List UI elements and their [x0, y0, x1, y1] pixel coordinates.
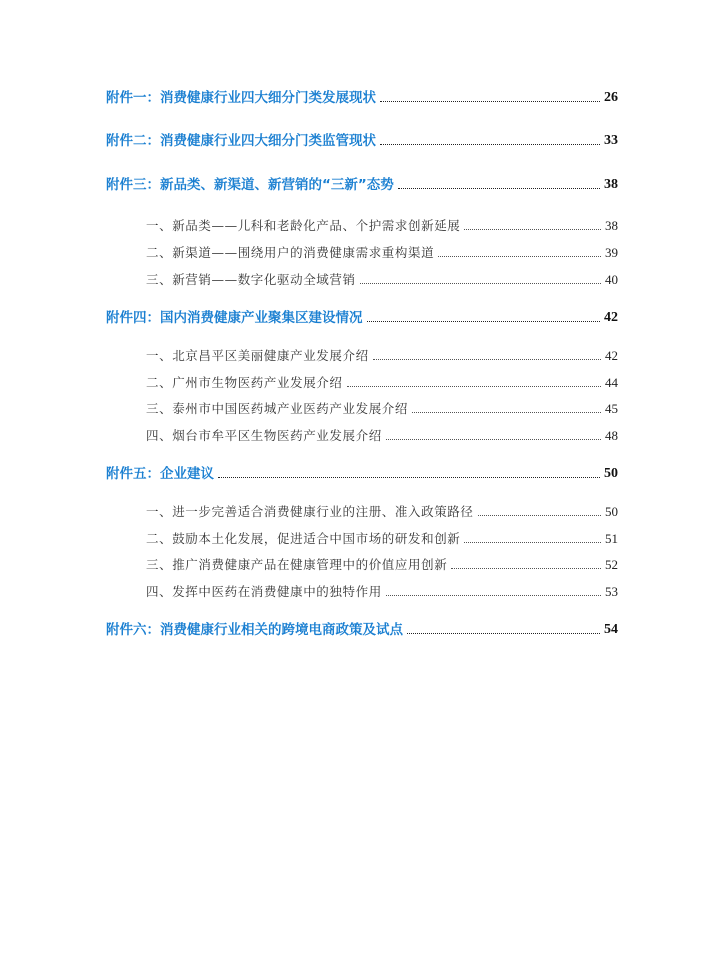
toc-entry-appendix-6[interactable]: [106, 620, 618, 638]
toc-entry-appendix-3[interactable]: [106, 175, 618, 193]
dot-leader: [218, 476, 600, 478]
appendix-title: 国内消费健康产业聚集区建设情况: [160, 310, 363, 326]
dot-leader: [438, 255, 601, 257]
toc-subentry[interactable]: [146, 270, 618, 288]
dot-leader: [360, 282, 601, 284]
page-number: 33: [604, 133, 618, 148]
page-number: 26: [604, 90, 618, 105]
dot-leader: [407, 632, 600, 634]
toc-subentry-label: 四、发挥中医药在消费健康中的独特作用: [146, 584, 382, 599]
appendix-number: 附件二：: [106, 133, 160, 149]
page-number: 44: [605, 375, 618, 390]
toc-entry-appendix-5[interactable]: [106, 464, 618, 482]
appendix-title: 消费健康行业相关的跨境电商政策及试点: [160, 622, 403, 638]
toc-entry-label: [106, 462, 214, 482]
toc-subentry[interactable]: [146, 399, 618, 417]
dot-leader: [347, 385, 601, 387]
appendix-number: 附件四：: [106, 310, 160, 326]
toc-subentry[interactable]: [146, 346, 618, 364]
dot-leader: [367, 320, 601, 322]
toc-subentry[interactable]: [146, 373, 618, 391]
page-number: 54: [604, 622, 618, 637]
appendix-title: 企业建议: [160, 466, 214, 482]
toc-entry-label: [106, 306, 363, 326]
toc-subentry[interactable]: [146, 243, 618, 261]
toc-subentry-label: 三、推广消费健康产品在健康管理中的价值应用创新: [146, 557, 448, 572]
appendix-number: 附件一：: [106, 90, 160, 106]
toc-entry-appendix-2[interactable]: [106, 131, 618, 149]
toc-subentry[interactable]: [146, 555, 618, 573]
toc-subentry-label: 一、北京昌平区美丽健康产业发展介绍: [146, 348, 369, 363]
dot-leader: [386, 594, 601, 596]
dot-leader: [380, 100, 600, 102]
page-number: 38: [604, 177, 618, 192]
appendix-title: 消费健康行业四大细分门类监管现状: [160, 133, 376, 149]
page-number: 40: [605, 272, 618, 287]
dot-leader: [380, 143, 600, 145]
toc-subentry-label: 一、进一步完善适合消费健康行业的注册、准入政策路径: [146, 504, 474, 519]
page-number: 38: [605, 218, 618, 233]
toc-subentry[interactable]: [146, 582, 618, 600]
toc-subentry[interactable]: [146, 529, 618, 547]
dot-leader: [398, 187, 600, 189]
page-number: 52: [605, 557, 618, 572]
dot-leader: [478, 514, 601, 516]
appendix-number: 附件五：: [106, 466, 160, 482]
dot-leader: [373, 358, 601, 360]
toc-entry-label: [106, 173, 394, 193]
toc-entry-label: [106, 129, 376, 149]
page-number: 45: [605, 401, 618, 416]
toc-subentry-label: 二、鼓励本土化发展，促进适合中国市场的研发和创新: [146, 531, 461, 546]
dot-leader: [451, 567, 601, 569]
page-number: 48: [605, 428, 618, 443]
toc-subentry-label: 二、广州市生物医药产业发展介绍: [146, 375, 343, 390]
dot-leader: [386, 438, 601, 440]
toc-entry-label: [106, 618, 403, 638]
dot-leader: [412, 411, 601, 413]
page-number: 42: [604, 310, 618, 325]
toc-subentry-label: 三、泰州市中国医药城产业医药产业发展介绍: [146, 401, 409, 416]
dot-leader: [464, 228, 601, 230]
toc-subentry-label: 四、烟台市牟平区生物医药产业发展介绍: [146, 428, 382, 443]
toc-entry-appendix-4[interactable]: [106, 308, 618, 326]
page-number: 50: [605, 504, 618, 519]
page-number: 51: [605, 531, 618, 546]
toc-subentry[interactable]: [146, 426, 618, 444]
page-number: 42: [605, 348, 618, 363]
toc-subentry[interactable]: [146, 216, 618, 234]
page-number: 50: [604, 466, 618, 481]
toc-subentry-label: 三、新营销——数字化驱动全域营销: [146, 272, 356, 287]
appendix-title: 新品类、新渠道、新营销的“三新”态势: [160, 177, 394, 193]
page-number: 39: [605, 245, 618, 260]
toc-entry-appendix-1[interactable]: [106, 88, 618, 106]
appendix-number: 附件三：: [106, 177, 160, 193]
appendix-title: 消费健康行业四大细分门类发展现状: [160, 90, 376, 106]
toc-subentry[interactable]: [146, 502, 618, 520]
page-number: 53: [605, 584, 618, 599]
toc-subentry-label: 一、新品类——儿科和老龄化产品、个护需求创新延展: [146, 218, 461, 233]
toc-entry-label: [106, 86, 376, 106]
appendix-number: 附件六：: [106, 622, 160, 638]
toc-subentry-label: 二、新渠道——围绕用户的消费健康需求重构渠道: [146, 245, 435, 260]
dot-leader: [464, 541, 601, 543]
